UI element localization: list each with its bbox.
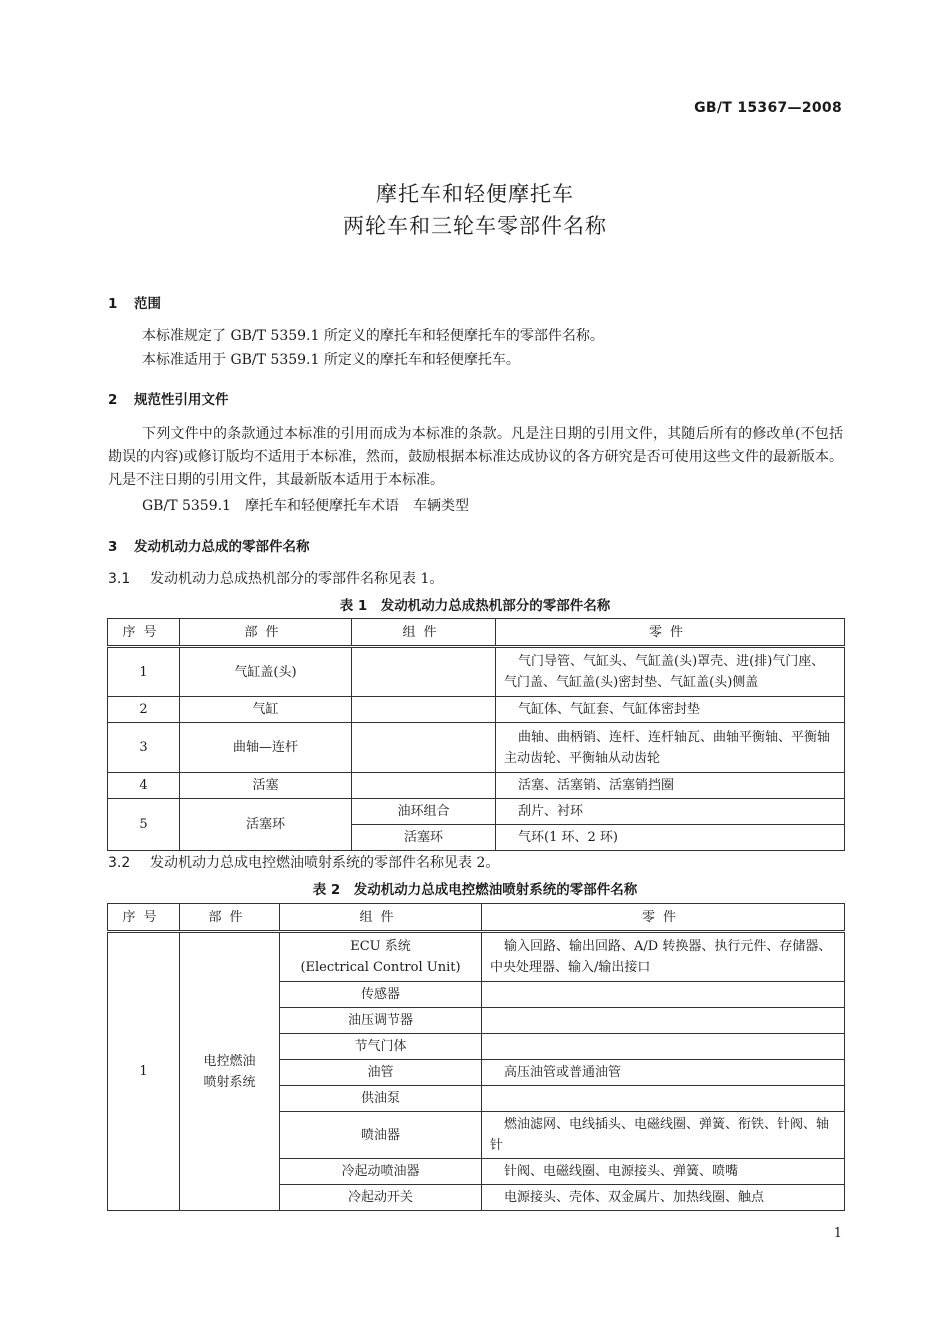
section-3-number: 3 xyxy=(108,539,118,555)
table-2-header-group: 组件 xyxy=(280,904,482,932)
section-3-heading xyxy=(108,535,310,555)
row-group: 油环组合 xyxy=(352,799,496,825)
row-items: 气门导管、气缸头、气缸盖(头)罩壳、进(排)气门座、气门盖、气缸盖(头)密封垫、气缸盖(头)侧盖 xyxy=(496,647,845,697)
table-row xyxy=(108,773,845,799)
table-2 xyxy=(107,903,845,1211)
row-number: 5 xyxy=(108,799,180,851)
table-1-header-items: 零件 xyxy=(496,619,845,647)
row-number: 1 xyxy=(108,647,180,697)
table-row xyxy=(108,799,845,825)
part-line-1: 电控燃油 xyxy=(203,1053,256,1069)
row-items: 活塞、活塞销、活塞销挡圈 xyxy=(496,773,845,799)
row-group: 冷起动开关 xyxy=(280,1185,482,1211)
row-items xyxy=(482,1086,845,1112)
part-line-2: 喷射系统 xyxy=(203,1074,256,1090)
subsection-3-2-number: 3.2 xyxy=(108,855,131,871)
row-items: 高压油管或普通油管 xyxy=(482,1060,845,1086)
section-2-title: 规范性引用文件 xyxy=(134,392,229,408)
row-items: 针阀、电磁线圈、电源接头、弹簧、喷嘴 xyxy=(482,1159,845,1185)
row-part xyxy=(180,932,280,1211)
row-items: 燃油滤网、电线插头、电磁线圈、弹簧、衔铁、针阀、轴针 xyxy=(482,1112,845,1159)
row-group xyxy=(352,773,496,799)
row-items xyxy=(482,1008,845,1034)
normative-reference: GB/T 5359.1 摩托车和轻便摩托车术语 车辆类型 xyxy=(142,498,469,514)
standard-code: GB/T 15367—2008 xyxy=(694,100,842,116)
section-1-heading xyxy=(108,292,161,312)
table-row xyxy=(108,697,845,723)
row-group: 传感器 xyxy=(280,982,482,1008)
section-2-heading xyxy=(108,388,229,408)
row-number: 1 xyxy=(108,932,180,1211)
row-number: 3 xyxy=(108,723,180,773)
row-group: 喷油器 xyxy=(280,1112,482,1159)
section-3-title: 发动机动力总成的零部件名称 xyxy=(134,539,310,555)
table-row xyxy=(108,723,845,773)
subsection-3-1 xyxy=(108,568,443,588)
section-1-title: 范围 xyxy=(134,296,161,312)
row-group: 节气门体 xyxy=(280,1034,482,1060)
document-title xyxy=(0,178,950,242)
row-group xyxy=(280,932,482,982)
section-2-number: 2 xyxy=(108,392,118,408)
row-group xyxy=(352,723,496,773)
group-name: ECU 系统 xyxy=(350,939,411,954)
row-group xyxy=(352,647,496,697)
row-part: 气缸盖(头) xyxy=(180,647,352,697)
section-2-paragraph: 下列文件中的条款通过本标准的引用而成为本标准的条款。凡是注日期的引用文件，其随后所有的修改单(不包括勘误的内容)或修订版均不适用于本标准，然而，鼓励根据本标准达成协议的各方研究是否可使用这些文件的最新版本。凡是不注日期的引用文件，其最新版本适用于本标准。 xyxy=(108,426,843,488)
row-items xyxy=(482,1034,845,1060)
subsection-3-1-text: 发动机动力总成热机部分的零部件名称见表 1。 xyxy=(150,571,444,587)
section-1-number: 1 xyxy=(108,296,118,312)
title-line-1: 摩托车和轻便摩托车 xyxy=(376,182,574,206)
table-1-header-part: 部件 xyxy=(180,619,352,647)
row-items xyxy=(482,982,845,1008)
table-row xyxy=(108,932,845,982)
row-items: 气环(1 环、2 环) xyxy=(496,825,845,851)
row-part: 活塞 xyxy=(180,773,352,799)
row-part: 曲轴—连杆 xyxy=(180,723,352,773)
row-items: 电源接头、壳体、双金属片、加热线圈、触点 xyxy=(482,1185,845,1211)
table-1 xyxy=(107,618,845,851)
subsection-3-1-number: 3.1 xyxy=(108,571,131,587)
table-1-header-row xyxy=(108,619,845,647)
title-line-2: 两轮车和三轮车零部件名称 xyxy=(343,214,607,238)
table-row xyxy=(108,647,845,697)
row-part: 气缸 xyxy=(180,697,352,723)
row-group: 活塞环 xyxy=(352,825,496,851)
row-items: 曲轴、曲柄销、连杆、连杆轴瓦、曲轴平衡轴、平衡轴主动齿轮、平衡轴从动齿轮 xyxy=(496,723,845,773)
row-group: 油管 xyxy=(280,1060,482,1086)
row-number: 4 xyxy=(108,773,180,799)
section-1-paragraph-2: 本标准适用于 GB/T 5359.1 所定义的摩托车和轻便摩托车。 xyxy=(142,352,520,368)
table-1-caption: 表 1 发动机动力总成热机部分的零部件名称 xyxy=(339,598,611,614)
table-2-header-part: 部件 xyxy=(180,904,280,932)
row-group: 供油泵 xyxy=(280,1086,482,1112)
table-2-header-items: 零件 xyxy=(482,904,845,932)
page-number: 1 xyxy=(833,1226,842,1241)
row-part: 活塞环 xyxy=(180,799,352,851)
row-group xyxy=(352,697,496,723)
row-items: 刮片、衬环 xyxy=(496,799,845,825)
subsection-3-2 xyxy=(108,852,499,872)
table-2-header-row xyxy=(108,904,845,932)
table-2-header-no: 序号 xyxy=(108,904,180,932)
table-1-header-group: 组件 xyxy=(352,619,496,647)
table-2-caption: 表 2 发动机动力总成电控燃油喷射系统的零部件名称 xyxy=(312,882,638,898)
subsection-3-2-text: 发动机动力总成电控燃油喷射系统的零部件名称见表 2。 xyxy=(150,855,500,871)
section-1-paragraph-1: 本标准规定了 GB/T 5359.1 所定义的摩托车和轻便摩托车的零部件名称。 xyxy=(142,328,604,344)
group-subtitle: (Electrical Control Unit) xyxy=(300,960,461,975)
row-group: 冷起动喷油器 xyxy=(280,1159,482,1185)
table-1-header-no: 序号 xyxy=(108,619,180,647)
row-items: 输入回路、输出回路、A/D 转换器、执行元件、存储器、中央处理器、输入/输出接口 xyxy=(482,932,845,982)
row-number: 2 xyxy=(108,697,180,723)
row-items: 气缸体、气缸套、气缸体密封垫 xyxy=(496,697,845,723)
row-group: 油压调节器 xyxy=(280,1008,482,1034)
